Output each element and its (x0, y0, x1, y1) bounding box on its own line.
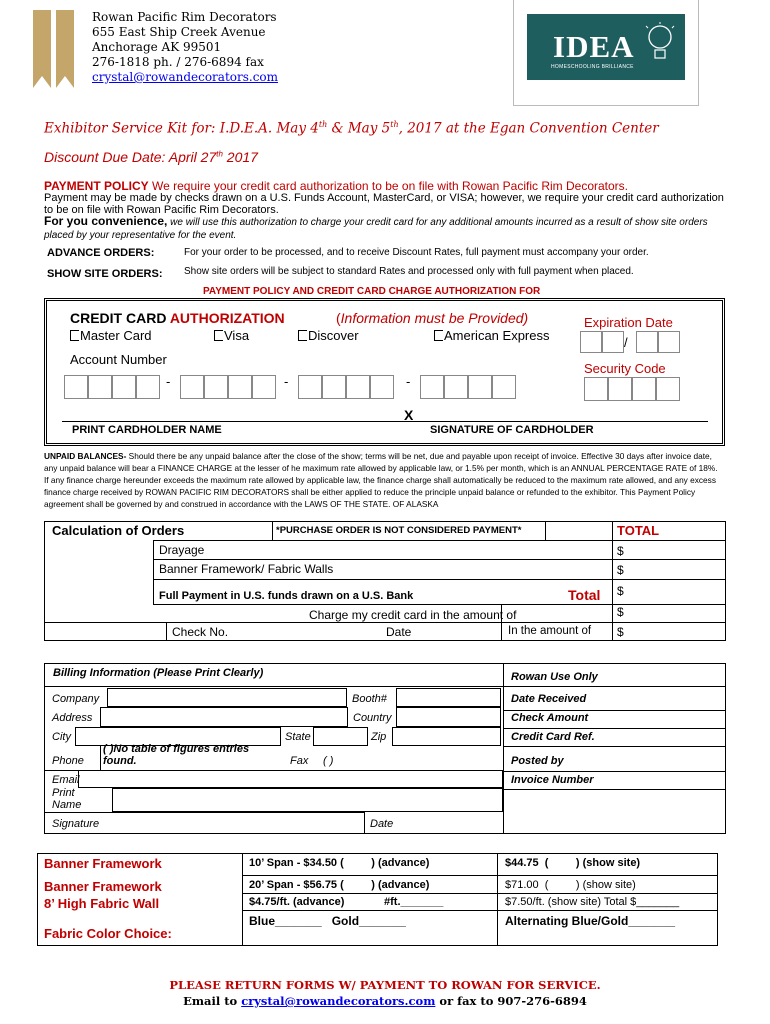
check-amount[interactable]: $ (617, 625, 624, 639)
calc-row-line (153, 604, 726, 605)
logo-text: IDEA (553, 29, 635, 64)
cardholder-line (62, 421, 708, 422)
discover-checkbox[interactable] (298, 330, 307, 341)
acct-digit-5[interactable] (180, 375, 204, 399)
footer-return-note: PLEASE RETURN FORMS W/ PAYMENT TO ROWAN FOR SERVICE. (169, 978, 601, 992)
cc-title: CREDIT CARD AUTHORIZATION (70, 310, 285, 326)
billing-row-line (503, 789, 726, 790)
check-no-label: Check No. (172, 625, 229, 639)
fabric-wall-label: 8’ High Fabric Wall (44, 896, 160, 911)
calc-row-line (44, 622, 726, 623)
banner-walls-label: Banner Framework/ Fabric Walls (159, 562, 334, 576)
email-label: Email (52, 774, 80, 786)
acct-digit-13[interactable] (420, 375, 444, 399)
acct-digit-10[interactable] (322, 375, 346, 399)
phone-field-note[interactable]: ( )No table of figures entries found. (103, 743, 250, 767)
acct-digit-15[interactable] (468, 375, 492, 399)
banner-col-line (497, 853, 498, 946)
acct-digit-11[interactable] (346, 375, 370, 399)
show-site-orders-label: SHOW SITE ORDERS: (47, 268, 163, 280)
advance-orders-label: ADVANCE ORDERS: (47, 247, 155, 259)
print-name-label: Print Name (52, 787, 82, 811)
exp-digit-1[interactable] (580, 331, 602, 353)
full-payment-label: Full Payment in U.S. funds drawn on a U.S. Bank (159, 590, 414, 602)
billing-divider (503, 663, 504, 834)
calc-col-line (153, 540, 154, 604)
po-note: *PURCHASE ORDER IS NOT CONSIDERED PAYMENT* (276, 525, 522, 536)
footer-email-link[interactable]: crystal@rowandecorators.com (241, 994, 436, 1008)
acct-dash-2: - (284, 374, 289, 389)
company-phone: 276-1818 ph. / 276-6894 fax (92, 55, 264, 69)
billing-row-line (503, 746, 726, 747)
acct-digit-16[interactable] (492, 375, 516, 399)
address-label: Address (52, 712, 93, 724)
fax-area-code[interactable]: ( ) (323, 755, 334, 767)
print-name-field[interactable] (112, 788, 503, 812)
fabric-wall-feet[interactable]: #ft._______ (384, 896, 444, 908)
drayage-amount[interactable]: $ (617, 544, 624, 558)
event-title: Exhibitor Service Kit for: I.D.E.A. May 4th & May 5th, 2017 at the Egan Convention Center (44, 120, 659, 137)
show-site-orders-text: Show site orders will be subject to standard Rates and processed only with full payment when placed. (184, 266, 634, 277)
signature-x: X (404, 407, 414, 423)
acct-digit-12[interactable] (370, 375, 394, 399)
cc-info-note: (Information must be Provided) (336, 310, 529, 326)
address-field[interactable] (100, 707, 348, 727)
print-cardholder-name-label: PRINT CARDHOLDER NAME (72, 424, 222, 436)
fabric-color-label: Fabric Color Choice: (44, 926, 172, 941)
acct-digit-9[interactable] (298, 375, 322, 399)
acct-digit-3[interactable] (112, 375, 136, 399)
mastercard-checkbox[interactable] (70, 330, 79, 341)
banner-20ft-showsite[interactable]: $71.00 ( ) (show site) (505, 879, 636, 891)
banner-10ft-label: Banner Framework (44, 856, 162, 871)
calc-row-line (153, 559, 726, 560)
calc-col-line (545, 521, 546, 540)
city-label: City (52, 731, 71, 743)
ribbon-decoration (33, 10, 75, 88)
invoice-number-label: Invoice Number (511, 774, 594, 786)
cardholder-signature-label: SIGNATURE OF CARDHOLDER (430, 424, 594, 436)
company-city: Anchorage AK 99501 (92, 40, 222, 54)
acct-dash-1: - (166, 374, 171, 389)
banner-row-line (242, 875, 718, 876)
check-amount-rowan-label: Check Amount (511, 712, 589, 724)
billing-signature-label: Signature (52, 818, 100, 830)
cc-ref-label: Credit Card Ref. (511, 731, 595, 743)
check-date-label: Date (386, 625, 412, 639)
security-code-label: Security Code (584, 361, 666, 376)
billing-row-line (503, 728, 726, 729)
company-name: Rowan Pacific Rim Decorators (92, 10, 277, 24)
zip-field[interactable] (392, 727, 501, 746)
acct-digit-2[interactable] (88, 375, 112, 399)
convenience-note: For you convenience, we will use this authorization to charge your credit card for any additional amounts incurred as a result of show site orders placed by your representative for the event. (44, 214, 708, 241)
billing-signature-field[interactable] (44, 812, 365, 834)
billing-date-label: Date (370, 818, 394, 830)
acct-dash-3: - (406, 374, 411, 389)
sec-digit-4[interactable] (656, 377, 680, 401)
calc-col-line (166, 622, 167, 641)
calc-col-line (612, 521, 613, 641)
authorization-heading: PAYMENT POLICY AND CREDIT CARD CHARGE AUTHORIZATION FOR (203, 286, 541, 297)
fabric-color-blue-gold[interactable]: Blue_______ Gold_______ (249, 914, 406, 928)
card-type-visa[interactable]: Visa (214, 328, 249, 343)
visa-checkbox[interactable] (214, 330, 223, 341)
calc-total-label: Total (568, 587, 601, 603)
company-address: 655 East Ship Creek Avenue (92, 25, 266, 39)
phone-divider (100, 746, 101, 770)
banner-col-line (242, 853, 243, 946)
banner-walls-amount[interactable]: $ (617, 563, 624, 577)
calc-col-line (272, 521, 273, 540)
zip-label: Zip (371, 731, 387, 743)
country-label: Country (353, 712, 392, 724)
banner-row-line (242, 893, 718, 894)
calc-row-line (153, 579, 726, 580)
expiration-label: Expiration Date (584, 315, 673, 330)
calc-title: Calculation of Orders (52, 523, 185, 538)
fabric-wall-advance[interactable]: $4.75/ft. (advance) (249, 896, 345, 908)
fabric-wall-showsite[interactable]: $7.50/ft. (show site) Total $_______ (505, 896, 680, 908)
account-number-label: Account Number (70, 352, 167, 367)
payment-policy-lead: PAYMENT POLICY We require your credit card authorization to be on file with Rowan Pacific Rim Decorators. (44, 179, 629, 193)
logo-tagline: HOMESCHOOLING BRILLIANCE (551, 64, 634, 70)
acct-digit-14[interactable] (444, 375, 468, 399)
banner-row-line (242, 910, 718, 911)
country-field[interactable] (396, 707, 501, 727)
calculation-table (44, 521, 726, 641)
company-field[interactable] (107, 688, 347, 707)
amex-checkbox[interactable] (434, 330, 443, 341)
card-type-mastercard[interactable]: Master Card (70, 328, 152, 343)
billing-row-line (503, 710, 726, 711)
acct-digit-6[interactable] (204, 375, 228, 399)
total-amount[interactable]: $ (617, 584, 624, 598)
charge-amount[interactable]: $ (617, 605, 624, 619)
banner-20ft-label: Banner Framework (44, 879, 162, 894)
calc-total-header: TOTAL (617, 523, 660, 538)
card-type-amex[interactable]: American Express (434, 328, 549, 343)
advance-orders-text: For your order to be processed, and to receive Discount Rates, full payment must accompany your order. (184, 247, 649, 258)
exp-digit-3[interactable] (636, 331, 658, 353)
fabric-color-alternating[interactable]: Alternating Blue/Gold_______ (505, 914, 676, 928)
drayage-label: Drayage (159, 543, 205, 557)
state-field[interactable] (313, 727, 368, 746)
phone-label: Phone (52, 755, 84, 767)
card-type-discover[interactable]: Discover (298, 328, 359, 343)
acct-digit-8[interactable] (252, 375, 276, 399)
company-block (92, 10, 278, 85)
acct-digit-7[interactable] (228, 375, 252, 399)
acct-digit-1[interactable] (64, 375, 88, 399)
exp-slash: / (624, 335, 628, 350)
booth-field[interactable] (396, 688, 501, 707)
discount-due-date: Discount Due Date: April 27th 2017 (44, 149, 258, 165)
posted-by-label: Posted by (511, 755, 564, 767)
banner-20ft-advance[interactable]: 20’ Span - $56.75 ( ) (advance) (249, 879, 430, 891)
billing-row-line (503, 771, 726, 772)
acct-digit-4[interactable] (136, 375, 160, 399)
payment-policy-body: Payment may be made by checks drawn on a U.S. Funds Account, MasterCard, or VISA; however, we require your credit card authorization to be on file with Rowan Pacific Rim Decorators. (44, 192, 724, 216)
company-label: Company (52, 693, 100, 705)
sec-digit-3[interactable] (632, 377, 656, 401)
banner-10ft-showsite[interactable]: $44.75 ( ) (show site) (505, 857, 641, 869)
exp-digit-4[interactable] (658, 331, 680, 353)
idea-logo (527, 14, 685, 80)
banner-10ft-advance[interactable]: 10’ Span - $34.50 ( ) (advance) (249, 857, 430, 869)
state-label: State (285, 731, 311, 743)
email-field[interactable] (78, 770, 503, 788)
sec-digit-1[interactable] (584, 377, 608, 401)
company-email-link[interactable]: crystal@rowandecorators.com (92, 70, 279, 84)
date-received-label: Date Received (511, 693, 587, 705)
billing-title: Billing Information (Please Print Clearly) (53, 667, 264, 679)
rowan-use-only: Rowan Use Only (511, 671, 598, 683)
charge-card-label: Charge my credit card in the amount of (309, 608, 517, 622)
footer-contact: Email to crystal@rowandecorators.com or fax to 907-276-6894 (183, 994, 587, 1008)
billing-row-line (44, 686, 726, 687)
calc-row-line (153, 540, 726, 541)
sec-digit-2[interactable] (608, 377, 632, 401)
check-amount-label: In the amount of (508, 625, 592, 637)
exp-digit-2[interactable] (602, 331, 624, 353)
unpaid-balances-text: UNPAID BALANCES- Should there be any unpaid balance after the close of the show; terms will be net, due and payable upon receipt of invoice. Effective 30 days after invoice date, any unpaid balance will bear a FINANCE CHARGE at the lesser of he maximum rate allowed by applicable law, or 1.5% per month, which is an ANNUAL PERCENTAGE RATE of 18%. If any finance charge hereunder exceeds the maximum rate allowed by applicable law, the finance charge shall automatically be reduced to the maximum rate allowed, and any excess finance charge received by ROWAN PACIFIC RIM DECORATORS shall be either applied to reduce the principle unpaid balance or refunded to the exhibitor. This Payment Policy agreement shall be governed by and construed in accordance with the LAWS OF THE STATE. OF ALASKA (44, 451, 718, 509)
booth-label: Booth# (352, 693, 387, 705)
fax-label: Fax (290, 755, 309, 767)
lightbulb-icon (645, 22, 675, 71)
